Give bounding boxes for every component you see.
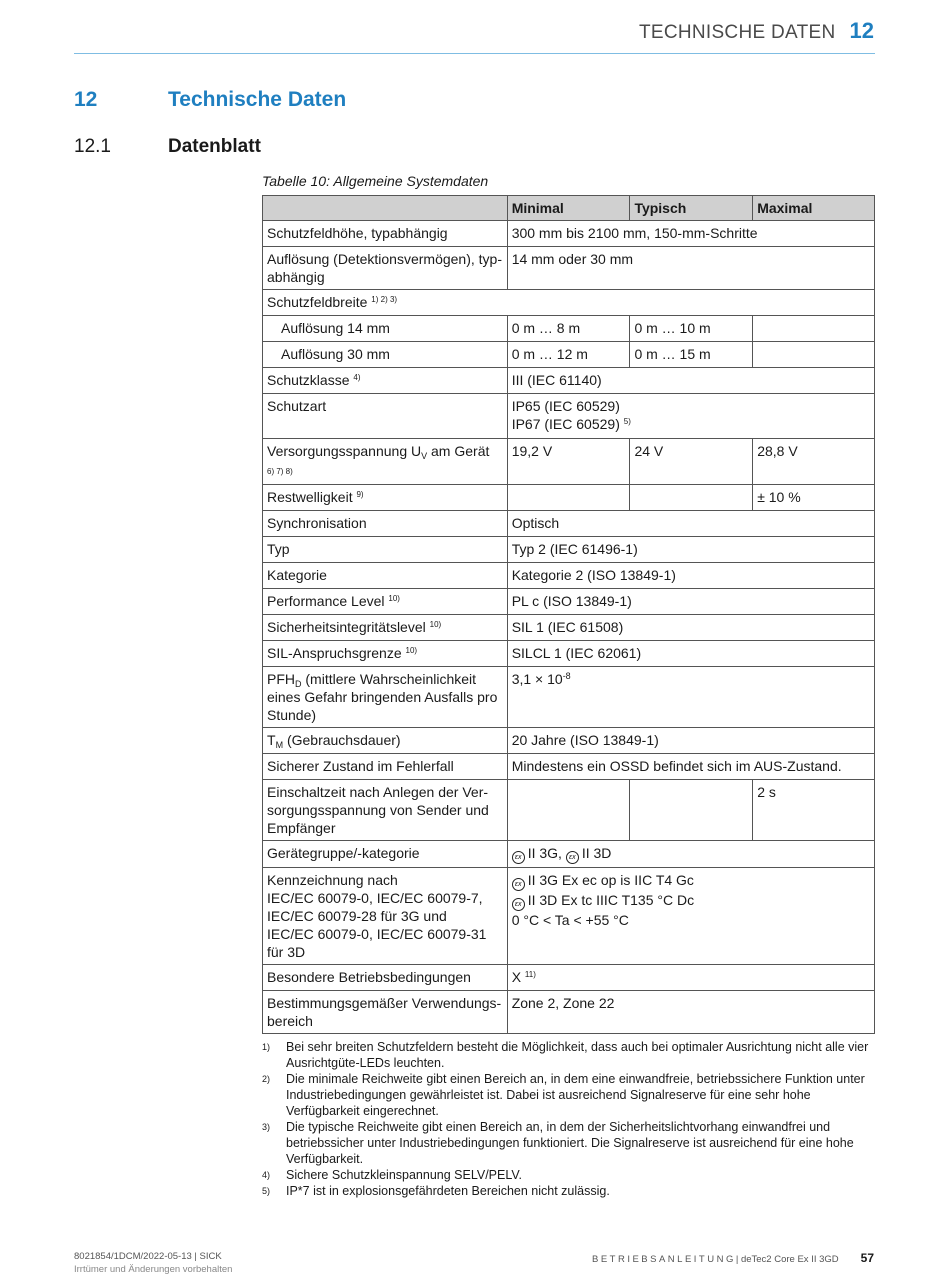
row-value (507, 868, 874, 965)
label-line: IEC/EC 60079-28 für 3G und (267, 908, 447, 924)
table-row (263, 342, 875, 368)
table-row (263, 589, 875, 615)
disclaimer: Irrtümer und Änderungen vorbehalten (74, 1264, 233, 1275)
row-value: PL c (ISO 13849-1) (507, 589, 874, 615)
row-min (507, 780, 630, 841)
value-line: 0 °C < Ta < +55 °C (511, 912, 629, 928)
label-line: Kennzeichnung nach (267, 872, 398, 888)
manual-type: BETRIEBSANLEITUNG (591, 1254, 736, 1265)
product-name: | deTec2 Core Ex II 3GD (735, 1254, 839, 1265)
exponent: -8 (562, 671, 571, 681)
row-value (507, 394, 874, 439)
row-label-text: Sicherheitsintegritätslevel (267, 619, 426, 635)
footnote-text: Die typische Reichweite gibt einen Bereich an, in dem der Sicherheitslichtvorhang einwandfrei und betriebssicher unter Industriebedingungen funktioniert. Die Signalreserve ist ausreichend für eine hohe Verfügbarkeit. (286, 1120, 854, 1166)
table-row (263, 316, 875, 342)
row-value (507, 667, 874, 728)
footnote (262, 1039, 875, 1071)
row-typ: 24 V (630, 439, 753, 485)
row-label-text: PFH (267, 671, 295, 687)
table-row (263, 728, 875, 754)
footnote-ref: 6) 7) 8) (267, 467, 293, 476)
footer-right (592, 1251, 874, 1265)
footnote-ref: 1) 2) 3) (371, 295, 398, 304)
section-number: 12 (74, 88, 98, 111)
row-label-text: SIL-Anspruchsgrenze (267, 645, 402, 661)
subsection-number: 12.1 (74, 136, 111, 157)
row-label (263, 868, 508, 965)
row-value: Kategorie 2 (ISO 13849-1) (507, 563, 874, 589)
table-row (263, 667, 875, 728)
subscript: D (295, 679, 302, 689)
footnote-ref: 11) (524, 970, 536, 979)
row-label-text: Schutzklasse (267, 372, 350, 388)
table-row (263, 537, 875, 563)
footnote-mark: 1) (262, 1042, 271, 1052)
row-min: 0 m … 8 m (507, 316, 630, 342)
footnote-ref: 5) (623, 417, 631, 426)
row-value: 20 Jahre (ISO 13849-1) (507, 728, 874, 754)
footnote-ref: 10) (388, 594, 400, 603)
table-row (263, 780, 875, 841)
row-label (263, 728, 508, 754)
row-label: Typ (263, 537, 508, 563)
footer-left (74, 1250, 232, 1276)
row-label (263, 589, 508, 615)
row-value: Mindestens ein OSSD befindet sich im AUS-Zustand. (507, 754, 874, 780)
row-label: Besondere Betriebsbedingungen (263, 965, 508, 991)
value-text: 3,1 × 10 (511, 671, 563, 687)
table-header-row (263, 196, 875, 221)
value-line: II 3D Ex tc IIIC T135 °C Dc (527, 892, 695, 908)
row-max (753, 342, 875, 368)
table-row (263, 641, 875, 667)
footnote-ref: 10) (429, 620, 442, 629)
table-row (263, 394, 875, 439)
row-label: Sicherer Zustand im Fehlerfall (263, 754, 508, 780)
row-value: 14 mm oder 30 mm (507, 247, 874, 290)
row-label: Gerätegruppe/-kategorie (263, 841, 508, 868)
table-row (263, 511, 875, 537)
row-value (507, 841, 874, 868)
section-title: Technische Daten (168, 88, 347, 111)
row-value: Optisch (507, 511, 874, 537)
row-label-text: Versorgungsspannung U (267, 443, 422, 459)
row-label (263, 667, 508, 728)
footnote-text: Sichere Schutzkleinspannung SELV/PELV. (286, 1168, 523, 1182)
footnote-text: Bei sehr breiten Schutzfeldern besteht die Möglichkeit, dass auch bei optimaler Ausrichtung nicht alle vier Ausrichtgüte-LEDs leuchten. (286, 1040, 869, 1070)
page-number: 57 (860, 1251, 874, 1265)
table-row (263, 841, 875, 868)
subscript: M (275, 740, 284, 750)
row-typ (630, 780, 753, 841)
row-value: SILCL 1 (IEC 62061) (507, 641, 874, 667)
doc-id: 8021854/1DCM/2022-05-13 | SICK (74, 1251, 222, 1262)
footnote (262, 1167, 875, 1183)
row-label-text: Restwelligkeit (267, 489, 353, 505)
header-cell-label (263, 196, 508, 221)
row-value: III (IEC 61140) (507, 368, 874, 394)
running-header (639, 18, 874, 44)
row-label (263, 485, 508, 511)
table-row (263, 290, 875, 316)
ex-mark-icon: εx (566, 851, 579, 864)
footnote (262, 1119, 875, 1167)
row-label (263, 290, 875, 316)
row-value: Typ 2 (IEC 61496-1) (507, 537, 874, 563)
table-row (263, 991, 875, 1034)
table-caption: Tabelle 10: Allgemeine Systemdaten (262, 173, 489, 189)
row-max: 28,8 V (753, 439, 875, 485)
row-label: Synchronisation (263, 511, 508, 537)
label-line: IEC/EC 60079-0, IEC/EC 60079-7, (267, 890, 483, 906)
row-label-text: (mittlere Wahrscheinlichkeit eines Gefahr bringenden Ausfalls pro Stunde) (267, 671, 498, 723)
header-cell-minimal: Minimal (507, 196, 630, 221)
row-label (263, 368, 508, 394)
row-label-text: am Gerät (427, 443, 490, 459)
value-text: II 3D (581, 845, 612, 861)
row-typ: 0 m … 15 m (630, 342, 753, 368)
row-max: ± 10 % (753, 485, 875, 511)
row-label: Schutzart (263, 394, 508, 439)
row-max: 2 s (753, 780, 875, 841)
row-label: Bestimmungsgemäßer Verwendungs-bereich (263, 991, 508, 1034)
footnote-mark: 4) (262, 1170, 271, 1180)
row-label (263, 615, 508, 641)
row-value: Zone 2, Zone 22 (507, 991, 874, 1034)
row-label-text: (Gebrauchsdauer) (283, 732, 401, 748)
row-value: SIL 1 (IEC 61508) (507, 615, 874, 641)
ex-mark-icon: εx (512, 878, 525, 891)
value-line: II 3G Ex ec op is IIC T4 Gc (527, 872, 694, 888)
row-label: Auflösung 30 mm (263, 342, 508, 368)
table-row (263, 965, 875, 991)
row-value (507, 965, 874, 991)
table-row (263, 247, 875, 290)
table-row (263, 485, 875, 511)
footnote-ref: 9) (356, 490, 364, 499)
value-text: X (511, 969, 522, 985)
footnote-mark: 3) (262, 1122, 271, 1132)
row-typ (630, 485, 753, 511)
row-label: Einschaltzeit nach Anlegen der Ver-sorgungsspannung von Sender und Empfänger (263, 780, 508, 841)
row-min: 19,2 V (507, 439, 630, 485)
footnote-text: IP*7 ist in explosionsgefährdeten Bereichen nicht zulässig. (286, 1184, 610, 1198)
ex-mark-icon: εx (512, 898, 525, 911)
row-label: Auflösung (Detektionsvermögen), typ-abhängig (263, 247, 508, 290)
footnote-ref: 10) (405, 646, 418, 655)
row-min: 0 m … 12 m (507, 342, 630, 368)
table-row (263, 563, 875, 589)
table-row (263, 221, 875, 247)
row-typ: 0 m … 10 m (630, 316, 753, 342)
subsection-title: Datenblatt (168, 136, 261, 157)
subsection-heading (74, 136, 261, 158)
row-min (507, 485, 630, 511)
row-label: Auflösung 14 mm (263, 316, 508, 342)
footnote (262, 1183, 875, 1199)
row-label-text: Schutzfeldbreite (267, 294, 368, 310)
table-row (263, 754, 875, 780)
row-label-text: T (267, 732, 276, 748)
table-row (263, 615, 875, 641)
row-label-text: Performance Level (267, 593, 385, 609)
ex-mark-icon: εx (512, 851, 525, 864)
label-line: für 3D (267, 944, 306, 960)
system-data-table (262, 195, 875, 1034)
header-title: TECHNISCHE DATEN (638, 22, 836, 43)
footnote (262, 1071, 875, 1119)
row-label (263, 641, 508, 667)
header-cell-typisch: Typisch (630, 196, 753, 221)
row-label (263, 439, 508, 485)
section-heading (74, 88, 346, 112)
header-divider (74, 53, 875, 54)
row-label: Kategorie (263, 563, 508, 589)
value-text: II 3G, (527, 845, 562, 861)
row-value: 300 mm bis 2100 mm, 150-mm-Schritte (507, 221, 874, 247)
value-line: IP65 (IEC 60529) (511, 398, 620, 414)
subscript: V (421, 451, 428, 461)
value-line: IP67 (IEC 60529) (511, 416, 620, 432)
header-cell-maximal: Maximal (753, 196, 875, 221)
row-label: Schutzfeldhöhe, typabhängig (263, 221, 508, 247)
footnote-mark: 5) (262, 1186, 271, 1196)
table-row (263, 368, 875, 394)
table-row (263, 439, 875, 485)
footnote-text: Die minimale Reichweite gibt einen Bereich an, in dem eine einwandfreie, betriebssichere Funktion unter Industriebedingungen gewährleistet ist. Dabei ist ausreichend Signalreserve für eine sehr hohe Verfügbarkeit eingerechnet. (286, 1072, 865, 1118)
row-max (753, 316, 875, 342)
footnote-mark: 2) (262, 1074, 271, 1084)
label-line: IEC/EC 60079-0, IEC/EC 60079-31 (267, 926, 487, 942)
footnote-ref: 4) (353, 373, 361, 382)
table-row (263, 868, 875, 965)
header-chapter-number: 12 (849, 18, 874, 43)
